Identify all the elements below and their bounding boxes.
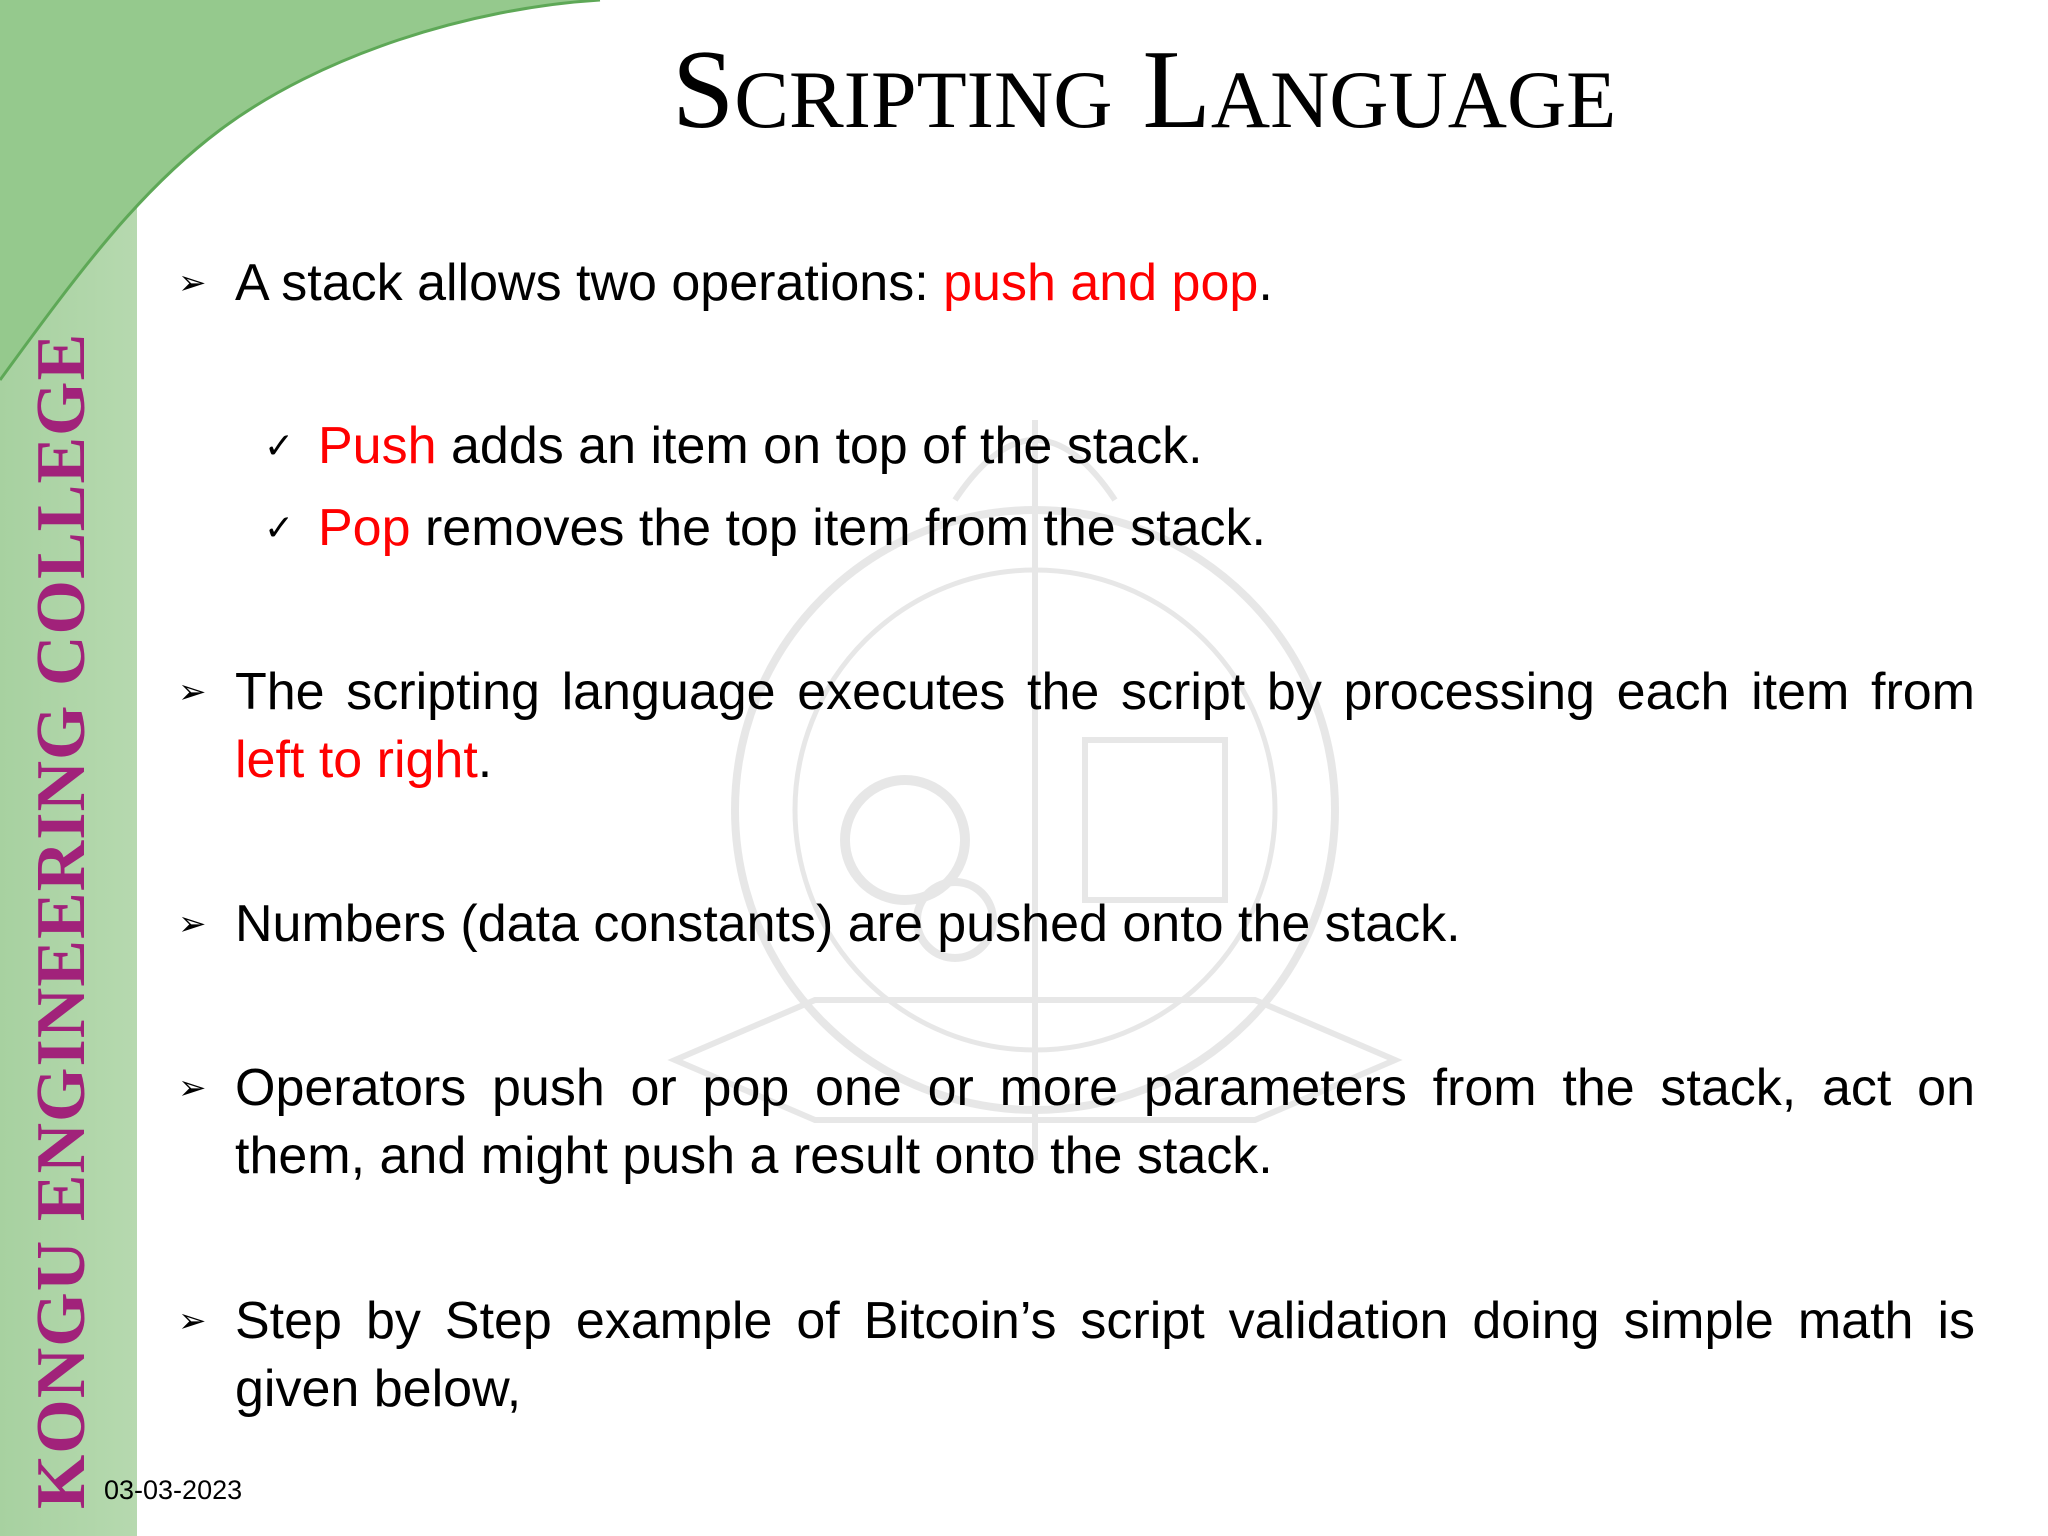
bullet-operators: Operators push or pop one or more parameters from the stack, act on them, and might push a result onto the stack. xyxy=(235,1059,1975,1185)
arrowhead-bullet-icon: ➢ xyxy=(178,673,207,711)
title-initial-2: L xyxy=(1142,28,1211,152)
sub-bullet-push xyxy=(318,412,1203,480)
sub-bullet-text: removes the top item from the stack. xyxy=(410,499,1266,557)
arrowhead-bullet-icon: ➢ xyxy=(178,905,207,943)
title-rest-2: ANGUAGE xyxy=(1210,54,1617,145)
sub-bullet-text: adds an item on top of the stack. xyxy=(436,417,1203,475)
checkmark-icon: ✓ xyxy=(264,507,295,548)
bullet-step-example: Step by Step example of Bitcoin’s script validation doing simple math is given below, xyxy=(235,1292,1975,1418)
title-rest-1: CRIPTING xyxy=(734,54,1113,145)
arrowhead-bullet-icon: ➢ xyxy=(178,264,207,302)
highlight-text: push and pop xyxy=(943,254,1259,312)
sub-bullet-pop xyxy=(318,494,1266,562)
arrowhead-bullet-icon: ➢ xyxy=(178,1069,207,1107)
bullet-suffix: . xyxy=(477,731,493,789)
bullet-numbers-pushed: Numbers (data constants) are pushed onto the stack. xyxy=(235,895,1461,953)
college-brand-vertical: KONGU ENGINEERING COLLEGE xyxy=(23,332,100,1510)
slide-title xyxy=(672,28,1617,152)
slide-date: 03-03-2023 xyxy=(104,1475,243,1505)
checkmark-icon: ✓ xyxy=(264,425,295,466)
bullet-stack-operations xyxy=(235,249,1975,317)
highlight-text: Push xyxy=(318,417,437,475)
arrowhead-bullet-icon: ➢ xyxy=(178,1302,207,1340)
bullet-script-processing xyxy=(235,658,1975,794)
bullet-text: The scripting language executes the script by processing each item from xyxy=(235,663,1975,721)
bullet-text: A stack allows two operations: xyxy=(235,254,944,312)
title-initial-1: S xyxy=(672,28,735,152)
highlight-text: Pop xyxy=(318,499,411,557)
highlight-text: left to right xyxy=(235,731,478,789)
bullet-suffix: . xyxy=(1258,254,1273,312)
